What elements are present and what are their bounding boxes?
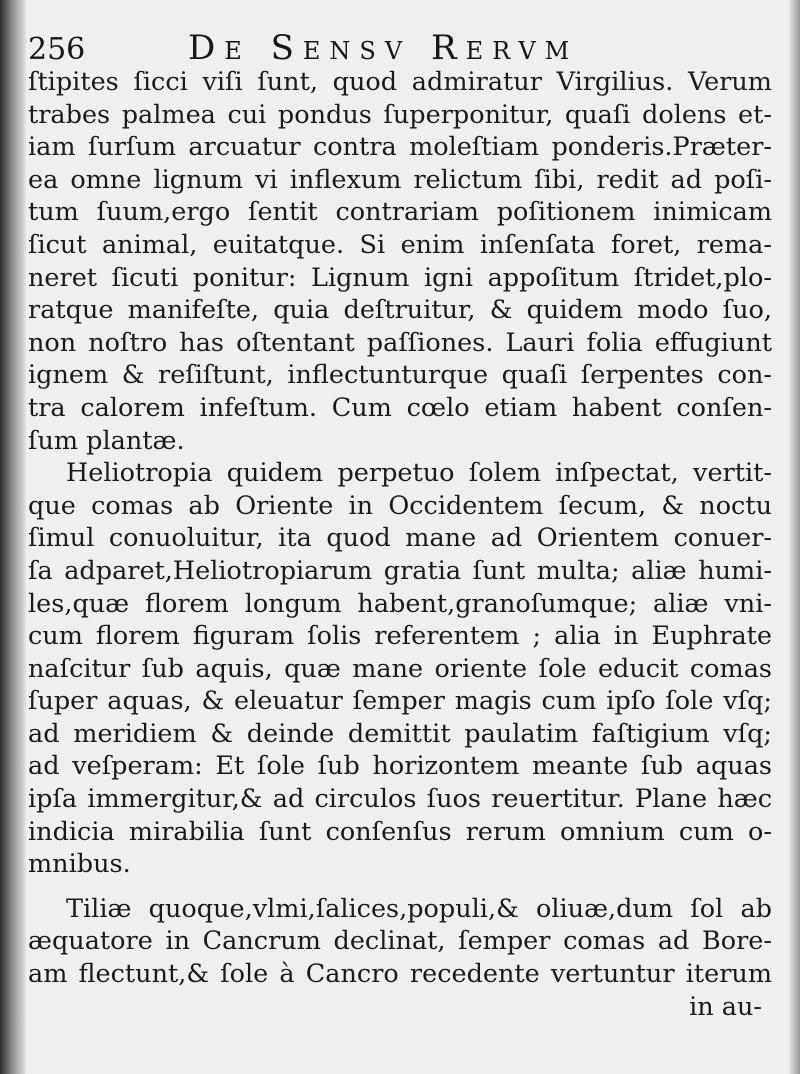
paragraph-spacer <box>28 881 772 893</box>
text-line: indicia mirabilia ſunt conſenſus rerum omnium cum o- <box>28 816 772 847</box>
paragraph-2 <box>28 457 772 881</box>
body-text <box>28 66 772 1023</box>
text-line: ea omne lignum vi inflexum relictum ſibi, redit ad poſi- <box>28 164 772 195</box>
text-line: mnibus. <box>28 849 131 880</box>
text-line: ſicut animal, euitatque. Si enim inſenſata foret, rema- <box>28 229 772 260</box>
page-number: 256 <box>28 32 86 67</box>
text-line: ſum plantæ. <box>28 425 185 456</box>
page-gutter-shadow <box>0 0 26 1074</box>
text-line: tra calorem infeſtum. Cum cœlo etiam habent conſen- <box>28 392 772 423</box>
text-line: ſa adparet,Heliotropiarum gratia ſunt multa; aliæ humi- <box>28 555 772 586</box>
text-line: ſuper aquas, & eleuatur ſemper magis cum ipſo ſole vſq; <box>28 686 772 717</box>
catchword: in au- <box>689 991 762 1022</box>
text-line: que comas ab Oriente in Occidentem ſecum, & noctu <box>28 490 772 521</box>
text-line: am flectunt,& ſole à Cancro recedente vertuntur iterum <box>28 959 772 990</box>
text-line: cum florem figuram ſolis referentem ; alia in Euphrate <box>28 621 772 652</box>
text-line: tum ſuum,ergo ſentit contrariam poſitionem inimicam <box>28 197 772 228</box>
text-line: les,quæ florem longum habent,granoſumque; aliæ vni- <box>28 588 772 619</box>
text-line: non noſtro has oſtentant paſſiones. Lauri folia effugiunt <box>28 327 772 358</box>
text-line: naſcitur ſub aquis, quæ mane oriente ſole educit comas <box>28 653 772 684</box>
page-header <box>28 28 768 68</box>
text-line: iam ſurſum arcuatur contra moleſtiam ponderis.Præter- <box>28 132 772 163</box>
text-line: ratque manifeſte, quia deſtruitur, & quidem modo ſuo, <box>28 295 772 326</box>
text-line: Tiliæ quoque,vlmi,ſalices,populi,& oliuæ,dum ſol ab <box>66 893 772 924</box>
paragraph-3 <box>28 893 772 991</box>
paragraph-1 <box>28 66 772 457</box>
text-line: trabes palmea cui pondus ſuperponitur, quaſi dolens et- <box>28 99 772 130</box>
text-line: Heliotropia quidem perpetuo ſolem inſpectat, vertit- <box>66 458 772 489</box>
text-line: ad meridiem & deinde demittit paulatim faſtigium vſq; <box>28 718 772 749</box>
text-line: ſtipites ſicci viſi ſunt, quod admiratur Virgilius. Verum <box>28 67 772 97</box>
text-line: ipſa immergitur,& ad circulos ſuos reuertitur. Plane hæc <box>28 784 772 815</box>
text-line: neret ſicuti ponitur: Lignum igni appoſitum ſtridet,plo- <box>28 262 772 293</box>
running-head: De Sensv Rervm <box>188 28 579 68</box>
text-line: ad veſperam: Et ſole ſub horizontem meante ſub aquas <box>28 751 772 782</box>
page-edge-shadow <box>788 0 800 1074</box>
text-line: ſimul conuoluitur, ita quod mane ad Orientem conuer- <box>28 523 772 554</box>
text-line: æquatore in Cancrum declinat, ſemper comas ad Bore- <box>28 926 772 957</box>
text-line: ignem & reſiſtunt, inflectunturque quaſi ſerpentes con- <box>28 360 772 391</box>
